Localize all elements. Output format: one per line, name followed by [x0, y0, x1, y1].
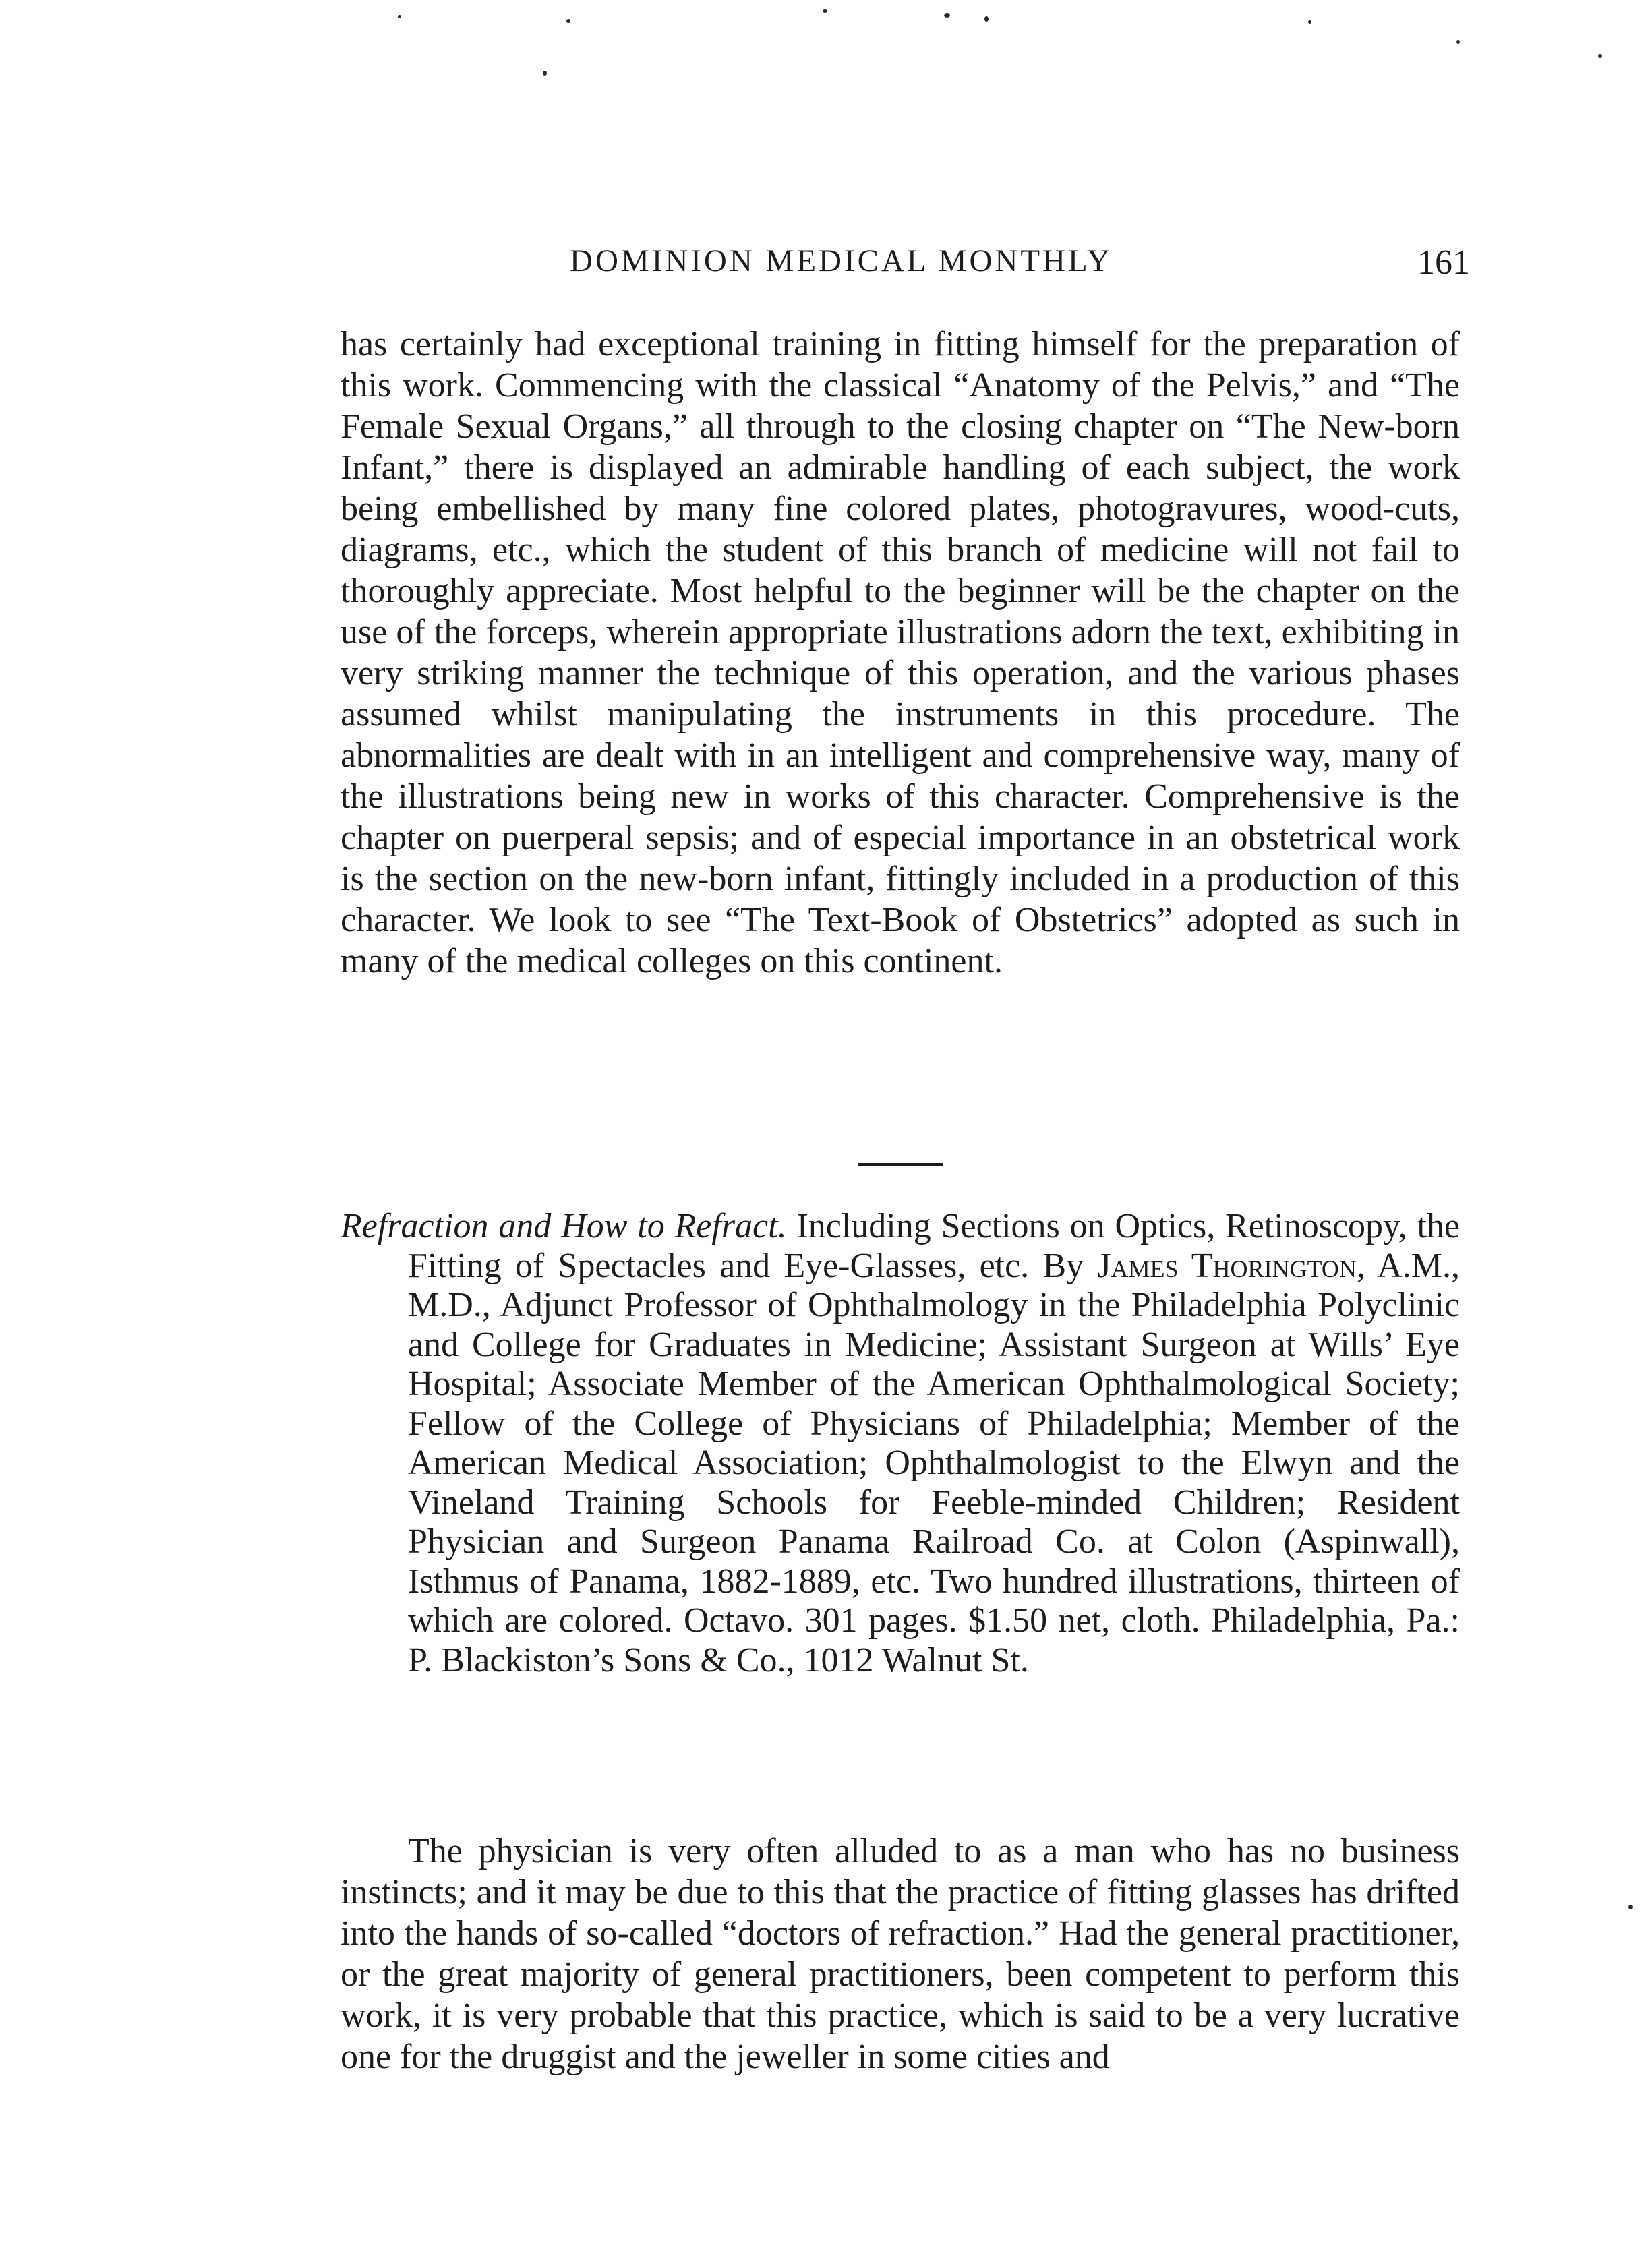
scan-speck	[543, 71, 547, 76]
book-by: By	[1042, 1246, 1084, 1285]
author-credentials: , A.M., M.D., Adjunct Professor of Ophthalmology in the Philadelphia Polyclinic and College for Graduates in Medicine; Assistant Surgeon at Wills’ Eye Hospital; Associate Member of the American Ophthalmological Society; Fellow of the College of Physicians of Philadelphia; Member of the American Medical Association; Ophthalmologist to the Elwyn and the Vineland Training Schools for Feeble-minded Children; Resident Physician and Surgeon Panama Railroad Co. at Colon (Aspinwall), Isthmus of Panama, 1882-1889, etc.	[408, 1246, 1461, 1601]
review-continuation: has certainly had exceptional training in fitting himself for the preparation of this work. Commencing with the classical “Anatomy of the Pelvis,” and “The Female Sexual Organs,” all through to the closing chapter on “The New-born Infant,” there is displayed an admirable handling of each subject, the work being embellished by many fine colored plates, photogravures, wood-cuts, diagrams, etc., which the student of this branch of medicine will not fail to thoroughly appreciate. Most helpful to the beginner will be the chapter on the use of the forceps, wherein appropriate illustrations adorn the text, exhibiting in very striking manner the technique of this operation, and the various phases assumed whilst manipulating the instruments in this procedure. The abnormalities are dealt with in an intelligent and comprehensive way, many of the illustrations being new in works of this character. Comprehensive is the chapter on puerperal sepsis; and of especial importance in an obstetrical work is the section on the new-born infant, fittingly included in a production of this character. We look to see “The Text-Book of Obstetrics” adopted as such in many of the medical colleges on this continent.	[341, 325, 1460, 980]
book-subtitle: Including Sections on Optics, Retinoscopy, the Fitting of Spectacles and Eye-Glasses, etc.	[408, 1207, 1461, 1285]
section-divider	[858, 1163, 943, 1166]
scan-speck	[1598, 54, 1602, 58]
book-author: James Thorington	[1097, 1246, 1357, 1285]
scan-speck	[944, 13, 950, 18]
scan-speck	[823, 9, 827, 13]
running-head: DOMINION MEDICAL MONTHLY	[570, 243, 1113, 278]
book-review-text: The physician is very often alluded to as a man who has no business instincts; and it may be due to this that the practice of fitting glasses has drifted into the hands of so-called “doctors of refraction.” Had the general practitioner, or the great majority of general practitioners, been competent to perform this work, it is very probable that this practice, which is said to be a very lucrative one for the druggist and the jeweller in some cities and	[341, 1832, 1460, 2076]
page-number: 161	[1417, 243, 1470, 282]
book-citation	[341, 1207, 1460, 1680]
scan-speck	[1308, 20, 1311, 24]
scan-speck	[1456, 40, 1460, 44]
page-header	[337, 243, 1470, 297]
book-publication-details: Two hundred illustrations, thirteen of which are colored. Octavo. 301 pages. $1.50 net, cloth. Philadelphia, Pa.: P. Blackiston’s Sons & Co., 1012 Walnut St.	[408, 1562, 1460, 1680]
book-entry	[341, 1207, 1460, 1680]
book-title: Refraction and How to Refract.	[341, 1207, 787, 1245]
scan-speck	[566, 19, 570, 23]
scan-speck	[398, 15, 401, 18]
scan-speck	[1628, 1905, 1633, 1909]
scan-speck	[984, 16, 989, 22]
